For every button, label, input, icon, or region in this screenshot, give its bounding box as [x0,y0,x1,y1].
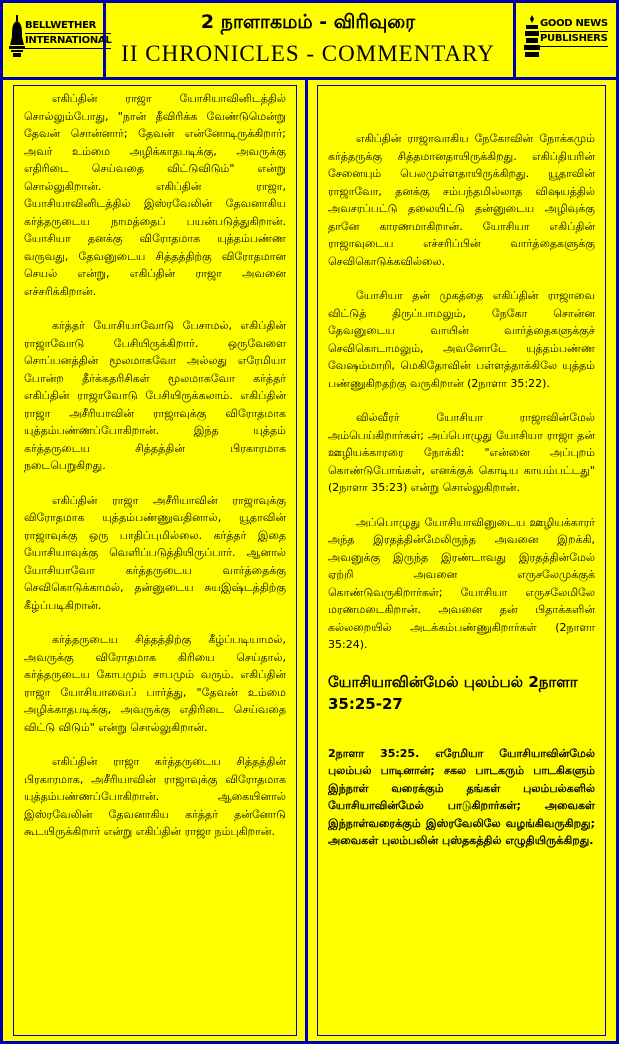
scripture-quote: 2நாளா 35:25. எரேமியா யோசியாவின்மேல் புலம்பல் பாடினான்; சகல பாடகரும் பாடகிகளும் இந்நாள் வரைக்கும் தங்கள் புலம்பல்களில் யோசியாவின்மேல் பாடுகிறார்கள்; அவைகள் இந்நாள்வரைக்கும் இஸ்ரவேலிலே வழங்கிவருகிறது; அவைகள் புலம்பலின் புஸ்தகத்தில் எழுதியிருக்கிறது. [328,746,595,847]
bellwether-logo [3,3,112,77]
paragraph: கர்த்தருடைய சித்தத்திற்கு கீழ்ப்படியாமல், அவருக்கு விரோதமாக கிரியை செய்தால், கர்த்தருடைய கோபமும் சாபமும் வரும். எகிப்தின் ராஜா யோசியாவைப் பார்த்து, "தேவன் உம்மை அழிக்காதபடிக்கு, அவருக்கு எதிரிடை செய்வதை விட்டு விடும்" என்று சொல்லுகிறான். [24,633,286,734]
paragraph: எகிப்தின் ராஜா கர்த்தருடைய சித்தத்தின் பிரகாரமாக, அசீரியாவின் ராஜாவுக்கு விரோதமாக யுத்தம்பண்ணப்போகிறான். ஆகையினால் இஸ்ரவேலின் தேவனாகிய கர்த்தர் தன்னோடு கூடயிருக்கிறார் என்று எகிப்தின் ராஜா நம்புகிறான். [24,755,286,838]
logo-left-line-2: INTERNATIONAL [25,34,111,49]
logo-right-line-2: PUBLISHERS [540,32,608,47]
title-english: II CHRONICLES - COMMENTARY [121,41,495,66]
paragraph: எகிப்தின் ராஜா அசீரியாவின் ராஜாவுக்கு விரோதமாக யுத்தம்பண்ணுவதினால், யூதாவின் ராஜாவுக்கு ஒரு பாதிப்புமில்லை. கர்த்தர் இதை யோசியாவுக்கு வெளிப்படுத்தியிருப்பார். ஆனால் யோசியாவோ கர்த்தருடைய வார்த்தைக்கு செவிகொடுக்காமல், தன்னுடைய சுயஇஷ்டத்திற்கு கீழ்ப்படிகிறான். [24,493,286,612]
section-heading: யோசியாவின்மேல் புலம்பல் 2நாளா 35:25-27 [328,672,578,713]
page-header [3,3,616,80]
title-tamil: 2 நாளாகமம் - விரிவுரை [200,11,416,33]
right-column-text [318,86,605,850]
right-column [311,80,616,1041]
paragraph: அப்பொழுது யோசியாவினுடைய ஊழியக்காரர் அந்த இரதத்தின்மேலிருந்த அவனை இறக்கி, அவனுக்கு இருந்த இரண்டாவது இரதத்தின்மேல் ஏற்றி அவனை எருசலேமுக்குக் கொண்டுவருகிறார்கள்; யோசியா எருசலேமிலே மரணமடைகிறான். அவனை தன் பிதாக்களின் கல்லறையில் அடக்கம்பண்ணுகிறார்கள் (2நாளா 35:24). [328,515,595,651]
left-column-text [14,86,296,841]
paragraph: கர்த்தர் யோசியாவோடு பேசாமல், எகிப்தின் ராஜாவோடு பேசியிருக்கிறார். ஒருவேளை சொப்பனத்தின் மூலமாகவோ அல்லது எரேமியா போன்ற தீர்க்கதரிசிகள் மூலமாகவோ கர்த்தர் எகிப்தின் ராஜாவோடு பேசியிருக்கலாம். எகிப்தின் ராஜா அசீரியாவின் ராஜாவுக்கு விரோதமாக யுத்தம்பண்ணப்போகிறான். இந்த யுத்தம் கர்த்தருடைய சித்தத்தின் பிரகாரமாக நடைபெறுகிறது. [24,319,286,472]
paragraph: வில்வீரர் யோசியா ராஜாவின்மேல் அம்பெய்கிறார்கள்; அப்பொழுது யோசியா ராஜா தன் ஊழியக்காரரை நோக்கி: "என்னை அப்புறம் கொண்டுபோங்கள், எனக்குக் கொடிய காயம்பட்டது" (2நாளா 35:23) என்று சொல்லுகிறான். [328,411,595,494]
book-stack-icon [524,15,540,57]
title-block [106,3,510,77]
logo-left-line-1: BELLWETHER [25,19,111,34]
paragraph: யோசியா தன் முகத்தை எகிப்தின் ராஜாவை விட்டுத் திருப்பாமலும், நேகோ சொன்ன தேவனுடைய வாயின் வார்த்தைகளுக்குச் செவிகொடாமலும், அவனோடே யுத்தம்பண்ண வேஷம்மாறி, மெகிதோவின் பள்ளத்தாக்கிலே யுத்தம் பண்ணுகிறதற்கு வருகிறான் (2நாளா 35:22). [328,289,595,390]
good-news-logo [513,3,616,77]
left-column-box [13,85,297,1036]
bell-icon [9,15,25,57]
bellwether-wordmark [25,19,111,49]
right-column-box [317,85,606,1036]
logo-right-line-1: GOOD NEWS [540,17,608,32]
paragraph: எகிப்தின் ராஜா யோசியாவினிடத்தில் சொல்லும்போது, "நான் தீவிரிக்க வேண்டுமென்று தேவன் சொன்னார்; தேவன் என்னோடிருக்கிறார்; அவர் உம்மை அழிக்காதபடிக்கு, அவருக்கு எதிரிடை செய்வதை விட்டுவிடும்" என்று சொல்லுகிறான். எகிப்தின் ராஜா, யோசியாவினிடத்தில் இஸ்ரவேலின் தேவனாகிய கர்த்தருடைய நாமத்தைப் பயன்படுத்துகிறான். யோசியா தனக்கு விரோதமாக யுத்தம்பண்ண வருவது, தேவனுடைய சித்தத்திற்கு விரோதமான செயல் என்று, எகிப்தின் ராஜா அவனை எச்சரிக்கிறான். [24,92,286,298]
paragraph: எகிப்தின் ராஜாவாகிய நேகோவின் நோக்கமும் கர்த்தருக்கு சித்தமானதாயிருக்கிறது. எகிப்தியரின் சேனையும் பெலமுள்ளதாயிருக்கிறது. யூதாவின் ராஜாவோ, தனக்கு சம்பந்தமில்லாத விஷயத்தில் அவசரப்பட்டு தலையிட்டு தன்னுடைய அழிவுக்கு தானே காரணமாகிறான். யோசியா எகிப்தின் ராஜாவுடைய எச்சரிப்பின் வார்த்தைகளுக்கு செவிகொடுக்கவில்லை. [328,132,595,268]
left-column [3,80,308,1041]
good-news-wordmark [540,17,608,47]
